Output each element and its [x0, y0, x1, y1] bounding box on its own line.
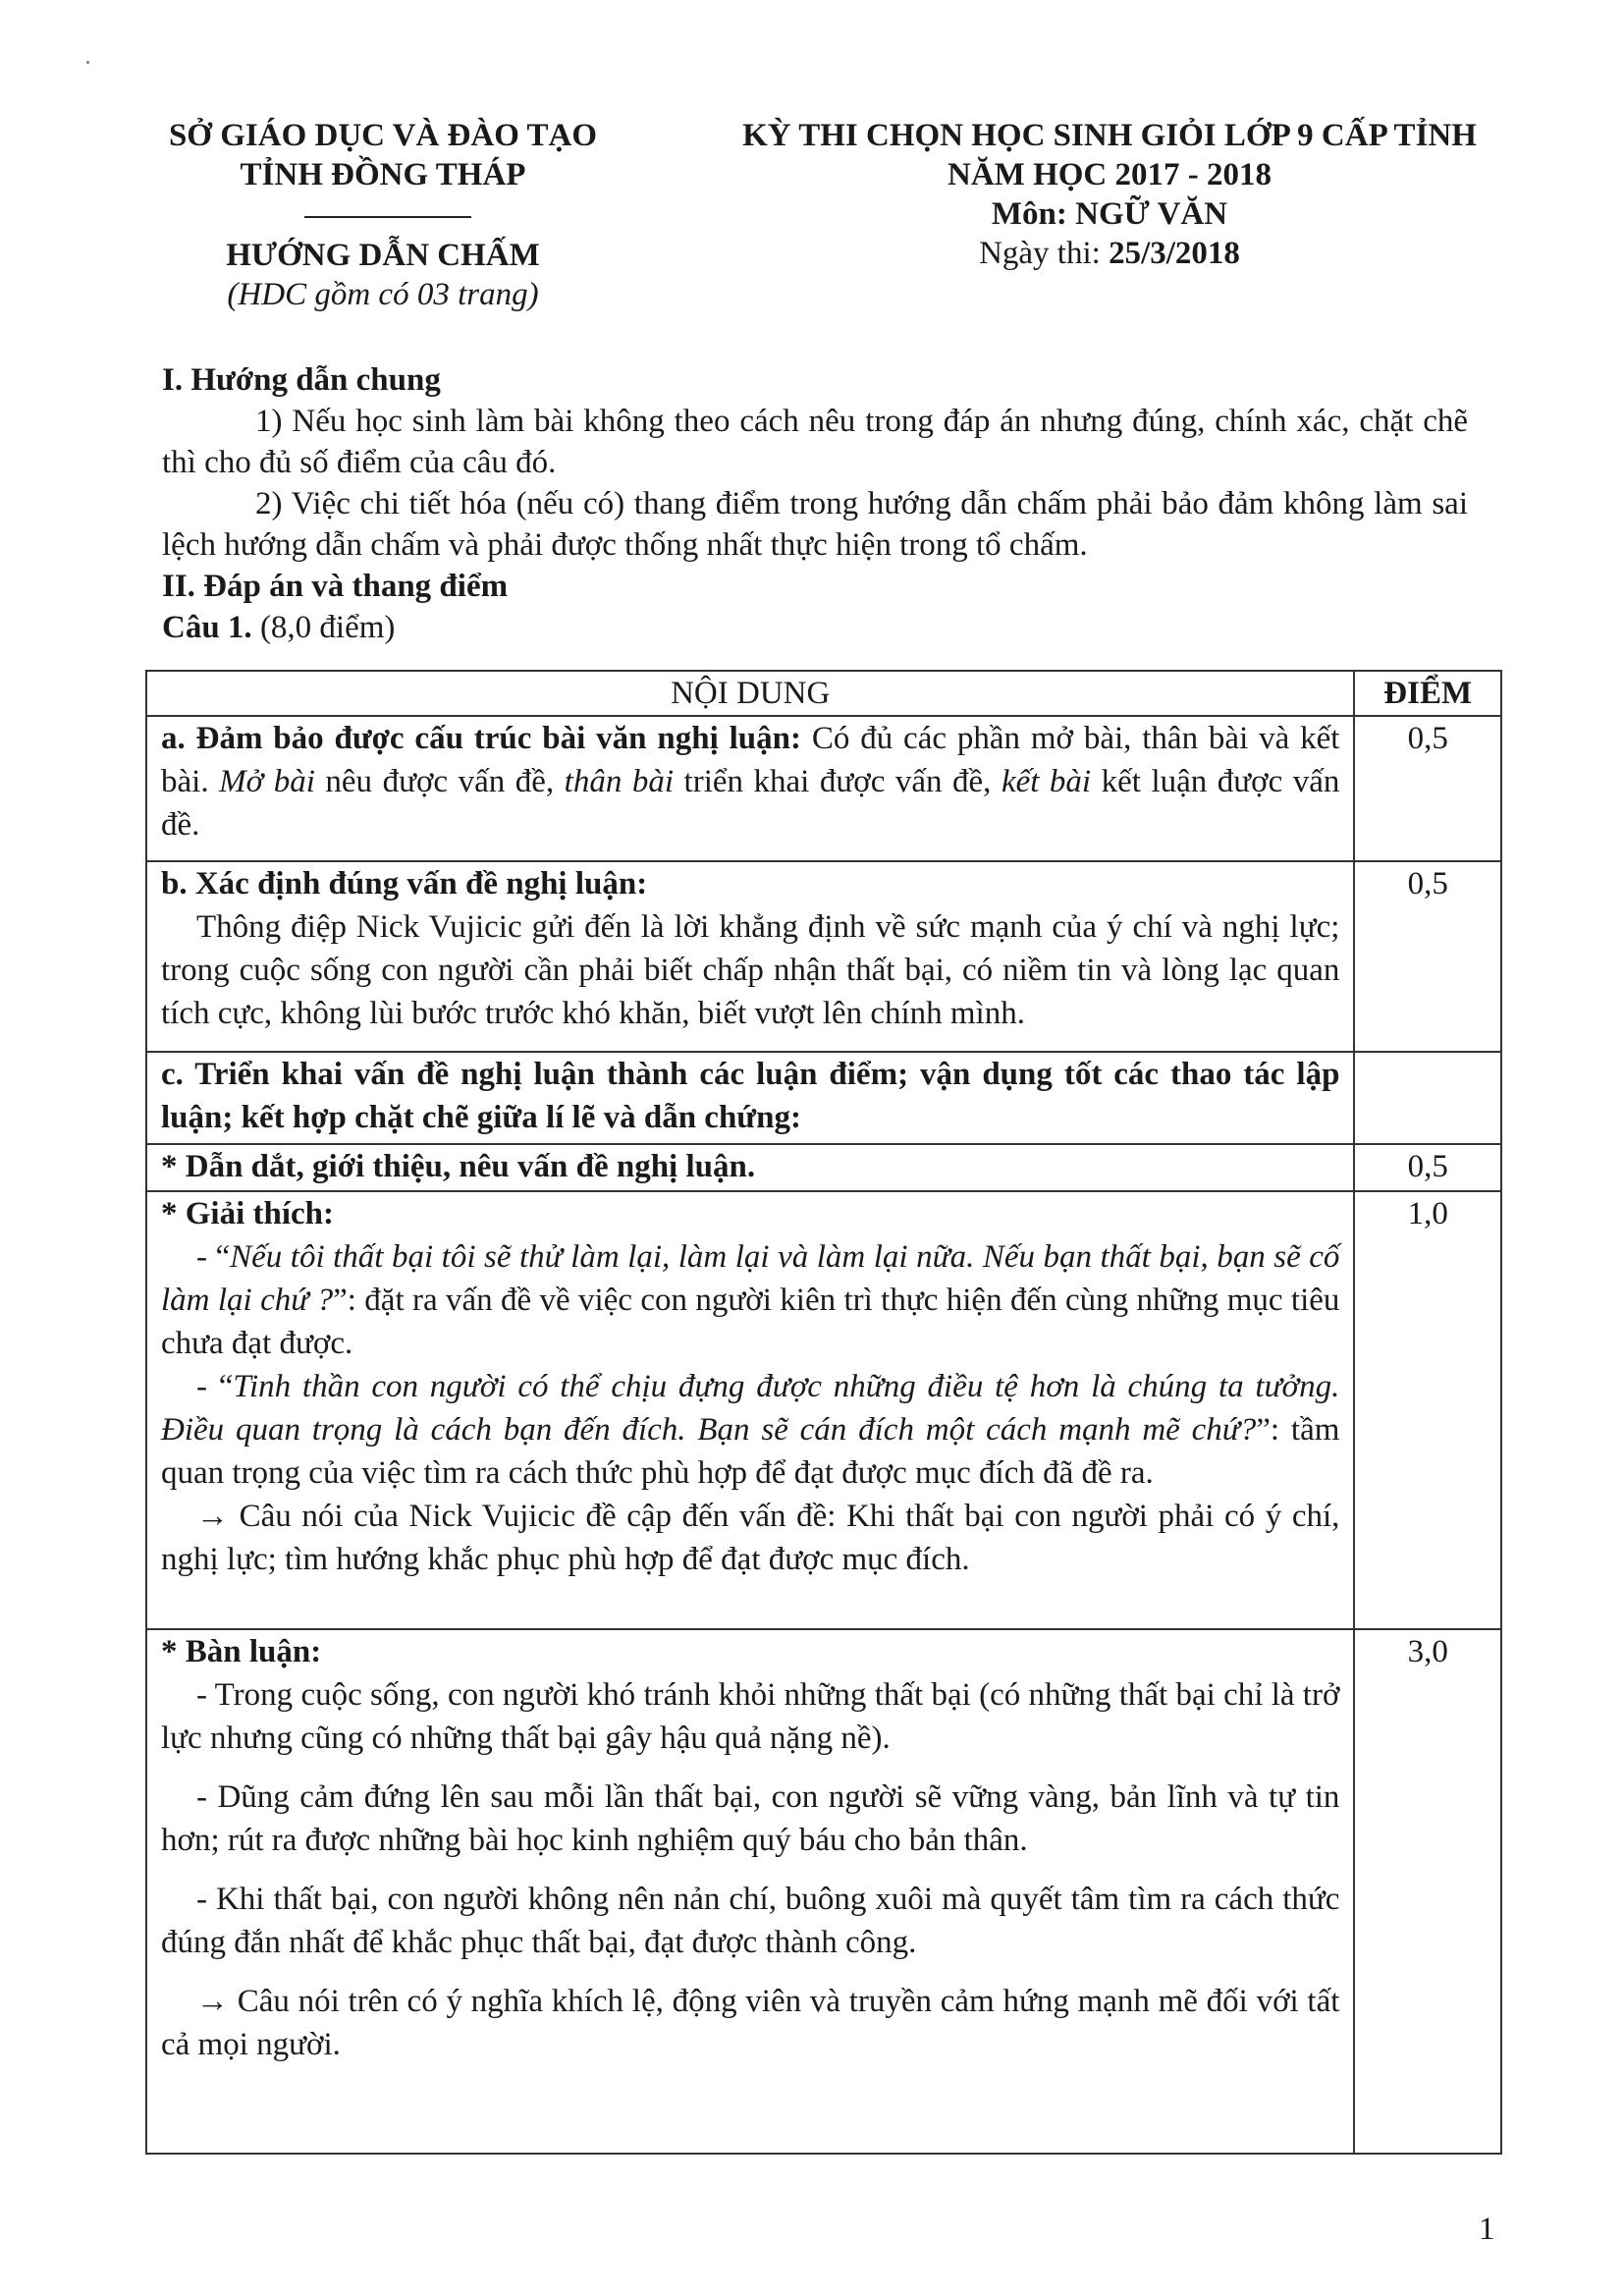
table-header-row: [146, 671, 1501, 716]
row-a-t4: kết luận được vấn đề.: [161, 764, 1340, 843]
header-underline: [304, 216, 471, 218]
row-a-text: [161, 717, 1339, 847]
exam-block: [687, 116, 1532, 273]
general-heading: I. Hướng dẫn chung: [162, 362, 441, 398]
answers-heading: II. Đáp án và thang điểm: [162, 569, 509, 604]
row-discuss-content: [146, 1629, 1354, 2154]
row-b-text: Thông điệp Nick Vujicic gửi đến là lời khẳng định về sức mạnh của ý chí và nghị lực; trong cuộc sống con người cần phải biết chấp nhận thất bại, có niềm tin và lòng lạc quan tích cực, không lùi bước trước khó khăn, biết vượt lên chính mình.: [161, 909, 1340, 1031]
explain-p1-pre: - “: [196, 1239, 231, 1275]
question-label: Câu 1.: [162, 610, 252, 645]
explain-p2-quote: Tinh thần con người có thể chịu đựng được những điều tệ hơn là chúng ta tưởng. Điều quan trọng là cách bạn đến đích. Bạn sẽ cán đích một cách mạnh mẽ chứ?: [161, 1369, 1340, 1448]
row-discuss-score: 3,0: [1354, 1629, 1501, 2154]
row-intro-content: [146, 1144, 1354, 1191]
table-row-b: [146, 861, 1501, 1052]
issuer-line-2: TỈNH ĐỒNG THÁP: [240, 157, 526, 192]
doc-page-note: (HDC gồm có 03 trang): [227, 277, 539, 312]
row-a-t1: Có đủ các phần mở bài, thân bài và kết bài.: [161, 721, 1340, 799]
school-year: NĂM HỌC 2017 - 2018: [947, 157, 1272, 192]
row-c-content: [146, 1052, 1354, 1144]
discuss-conclusion: → Câu nói trên có ý nghĩa khích lệ, động viên và truyền cảm hứng mạnh mẽ đối với tất cả mọi người.: [161, 1984, 1340, 2062]
row-a-i3: kết bài: [1001, 764, 1092, 799]
row-a-i1: Mở bài: [219, 764, 315, 799]
row-a-content: [146, 716, 1354, 861]
row-intro-title: * Dẫn dắt, giới thiệu, nêu vấn đề nghị luận.: [161, 1149, 756, 1184]
row-c-score: [1354, 1052, 1501, 1144]
col-content-header: NỘI DUNG: [146, 671, 1354, 716]
doc-title-block: [137, 236, 628, 314]
explain-p1-quote: Nếu tôi thất bại tôi sẽ thử làm lại, làm lại và làm lại nữa. Nếu bạn thất bại, bạn sẽ cố làm lại chứ ?: [161, 1239, 1340, 1318]
row-a-score: 0,5: [1354, 716, 1501, 861]
scan-speck: [86, 61, 89, 64]
exam-title: KỲ THI CHỌN HỌC SINH GIỎI LỚP 9 CẤP TỈNH: [742, 118, 1477, 153]
explain-p2-pre: - “: [196, 1369, 234, 1404]
general-item-1: 1) Nếu học sinh làm bài không theo cách nêu trong đáp án nhưng đúng, chính xác, chặt chẽ thì cho đủ số điểm của câu đó.: [162, 404, 1468, 480]
general-guidance: [162, 359, 1468, 648]
row-a-title: a. Đảm bảo được cấu trúc bài văn nghị luận:: [161, 721, 801, 756]
issuer-block: [137, 116, 628, 194]
subject-line: [687, 194, 1532, 234]
row-b-title: b. Xác định đúng vấn đề nghị luận:: [161, 866, 648, 902]
page-number: 1: [1479, 2212, 1495, 2247]
table-row-explain: [146, 1191, 1501, 1629]
table-row-c: [146, 1052, 1501, 1144]
explain-point-2: [161, 1365, 1339, 1495]
exam-date: 25/3/2018: [1109, 236, 1240, 271]
row-b-content: [146, 861, 1354, 1052]
date-label: Ngày thi:: [979, 236, 1110, 271]
subject-name: NGỮ VĂN: [1075, 196, 1228, 232]
table-row-discuss: [146, 1629, 1501, 2154]
row-c-title: c. Triển khai vấn đề nghị luận thành các luận điểm; vận dụng tốt các thao tác lập luận; kết hợp chặt chẽ giữa lí lẽ và dẫn chứng:: [161, 1057, 1340, 1135]
explain-p2-post: ”: tầm quan trọng của việc tìm ra cách thức phù hợp để đạt được mục đích đã đề ra.: [161, 1412, 1340, 1491]
general-item-2: 2) Việc chi tiết hóa (nếu có) thang điểm trong hướng dẫn chấm phải bảo đảm không làm sai lệch hướng dẫn chấm và phải được thống nhất thực hiện trong tổ chấm.: [162, 486, 1468, 563]
discuss-point-3: - Khi thất bại, con người không nên nản chí, buông xuôi mà quyết tâm tìm ra cách thức đúng đắn nhất để khắc phục thất bại, đạt được thành công.: [161, 1882, 1340, 1960]
discuss-point-1: - Trong cuộc sống, con người khó tránh khỏi những thất bại (có những thất bại chỉ là trở lực nhưng cũng có những thất bại gây hậu quả nặng nề).: [161, 1677, 1340, 1756]
subject-label: Môn:: [991, 196, 1076, 232]
explain-p1-post: ”: đặt ra vấn đề về việc con người kiên trì thực hiện đến cùng những mục tiêu chưa đạt được.: [161, 1283, 1340, 1361]
row-b-score: 0,5: [1354, 861, 1501, 1052]
doc-title: HƯỚNG DẪN CHẤM: [226, 238, 540, 273]
explain-conclusion: → Câu nói của Nick Vujicic đề cập đến vấn đề: Khi thất bại con người phải có ý chí, nghị lực; tìm hướng khắc phục phù hợp để đạt được mục đích.: [161, 1499, 1340, 1577]
question-line: [162, 607, 1468, 648]
row-discuss-title: * Bàn luận:: [161, 1634, 322, 1669]
col-score-header: ĐIỂM: [1354, 671, 1501, 716]
row-a-t2: nêu được vấn đề,: [314, 764, 565, 799]
table-row-intro: [146, 1144, 1501, 1191]
row-explain-score: 1,0: [1354, 1191, 1501, 1629]
question-points: (8,0 điểm): [251, 610, 396, 645]
row-a-i2: thân bài: [564, 764, 675, 799]
row-explain-content: [146, 1191, 1354, 1629]
issuer-line-1: SỞ GIÁO DỤC VÀ ĐÀO TẠO: [168, 118, 598, 153]
explain-point-1: [161, 1235, 1339, 1365]
scoring-table: [145, 670, 1502, 2155]
table-row-a: [146, 716, 1501, 861]
date-line: [687, 234, 1532, 273]
row-a-t3: triển khai được vấn đề,: [674, 764, 1001, 799]
discuss-point-2: - Dũng cảm đứng lên sau mỗi lần thất bại, con người sẽ vững vàng, bản lĩnh và tự tin hơn; rút ra được những bài học kinh nghiệm quý báu cho bản thân.: [161, 1779, 1340, 1858]
row-intro-score: 0,5: [1354, 1144, 1501, 1191]
row-explain-title: * Giải thích:: [161, 1196, 335, 1231]
